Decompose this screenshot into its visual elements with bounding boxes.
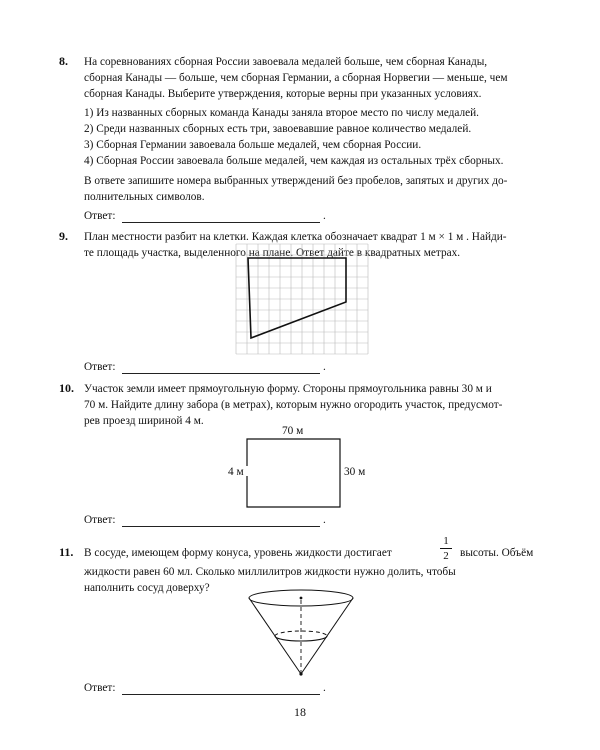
problem-10-answer-field[interactable] [122, 526, 320, 527]
problem-9-answer-end: . [323, 361, 326, 373]
problem-10-answer-end: . [323, 514, 326, 526]
problem-11-answer-field[interactable] [122, 694, 320, 695]
problem-11-answer-end: . [323, 682, 326, 694]
problem-11-text-line-3: наполнить сосуд доверху? [84, 582, 210, 594]
problem-9-grid-plan [236, 244, 368, 354]
problem-8-note-line-2: полнительных символов. [84, 191, 205, 203]
cone-apex-point [299, 672, 302, 675]
problem-10-rectangle-figure [244, 437, 344, 509]
problem-8-text-line-2: сборная Канады — больше, чем сборная Германии, а сборная Норвегии — меньше, чем [84, 72, 508, 84]
problem-11-text-line-1b: высоты. Объём [460, 547, 534, 559]
page-number: 18 [294, 705, 306, 719]
problem-11-fraction [440, 535, 452, 562]
problem-11-text-line-2: жидкости равен 60 мл. Сколько миллилитров жидкости нужно долить, чтобы [84, 566, 456, 578]
problem-8-answer-field[interactable] [122, 222, 320, 223]
cone-top-center [300, 597, 303, 600]
problem-10-answer-label: Ответ: [84, 514, 116, 526]
problem-9-plot-shape [248, 258, 346, 338]
fraction-numerator: 1 [443, 535, 449, 547]
problem-10-text-line-2: 70 м. Найдите длину забора (в метрах), которым нужно огородить участок, предусмот- [84, 399, 503, 411]
problem-10-right-label: 30 м [344, 466, 366, 478]
problem-11-number: 11. [59, 545, 74, 559]
problem-8-answer-label: Ответ: [84, 210, 116, 222]
problem-9-text-line-1: План местности разбит на клетки. Каждая клетка обозначает квадрат 1 м × 1 м . Найди- [84, 231, 507, 243]
problem-8-answer-end: . [323, 210, 326, 222]
problem-11-cone-figure [244, 588, 358, 680]
problem-8-note-line-1: В ответе запишите номера выбранных утверждений без пробелов, запятых и других до- [84, 175, 508, 187]
fraction-denominator: 2 [443, 550, 449, 562]
problem-10-fence-outline [247, 439, 340, 507]
problem-8-option-1: 1) Из названных сборных команда Канады заняла второе место по числу медалей. [84, 107, 479, 119]
problem-10-top-label: 70 м [282, 425, 304, 437]
problem-9-number: 9. [59, 229, 68, 243]
problem-10-left-label: 4 м [228, 466, 244, 478]
problem-10-number: 10. [59, 381, 74, 395]
problem-8-number: 8. [59, 54, 68, 68]
problem-8-option-3: 3) Сборная Германии завоевала больше медалей, чем сборная России. [84, 139, 422, 151]
problem-11-text-line-1a: В сосуде, имеющем форму конуса, уровень жидкости достигает [84, 547, 392, 559]
problem-8-option-2: 2) Среди названных сборных есть три, завоевавшие равное количество медалей. [84, 123, 472, 135]
problem-9-text-line-2: те площадь участка, выделенного на плане. Ответ дайте в квадратных метрах. [84, 247, 461, 259]
problem-10-text-line-1: Участок земли имеет прямоугольную форму. Стороны прямоугольника равны 30 м и [84, 383, 492, 395]
problem-8-text-line-3: сборная Канады. Выберите утверждения, которые верны при указанных условиях. [84, 88, 482, 100]
problem-9-answer-field[interactable] [122, 373, 320, 374]
problem-10-text-line-3: рев проезд шириной 4 м. [84, 415, 204, 427]
problem-9-answer-label: Ответ: [84, 361, 116, 373]
problem-11-answer-label: Ответ: [84, 682, 116, 694]
problem-8-text-line-1: На соревнованиях сборная России завоевала медалей больше, чем сборная Канады, [84, 56, 488, 68]
problem-8-option-4: 4) Сборная России завоевала больше медалей, чем каждая из остальных трёх сборных. [84, 155, 504, 167]
